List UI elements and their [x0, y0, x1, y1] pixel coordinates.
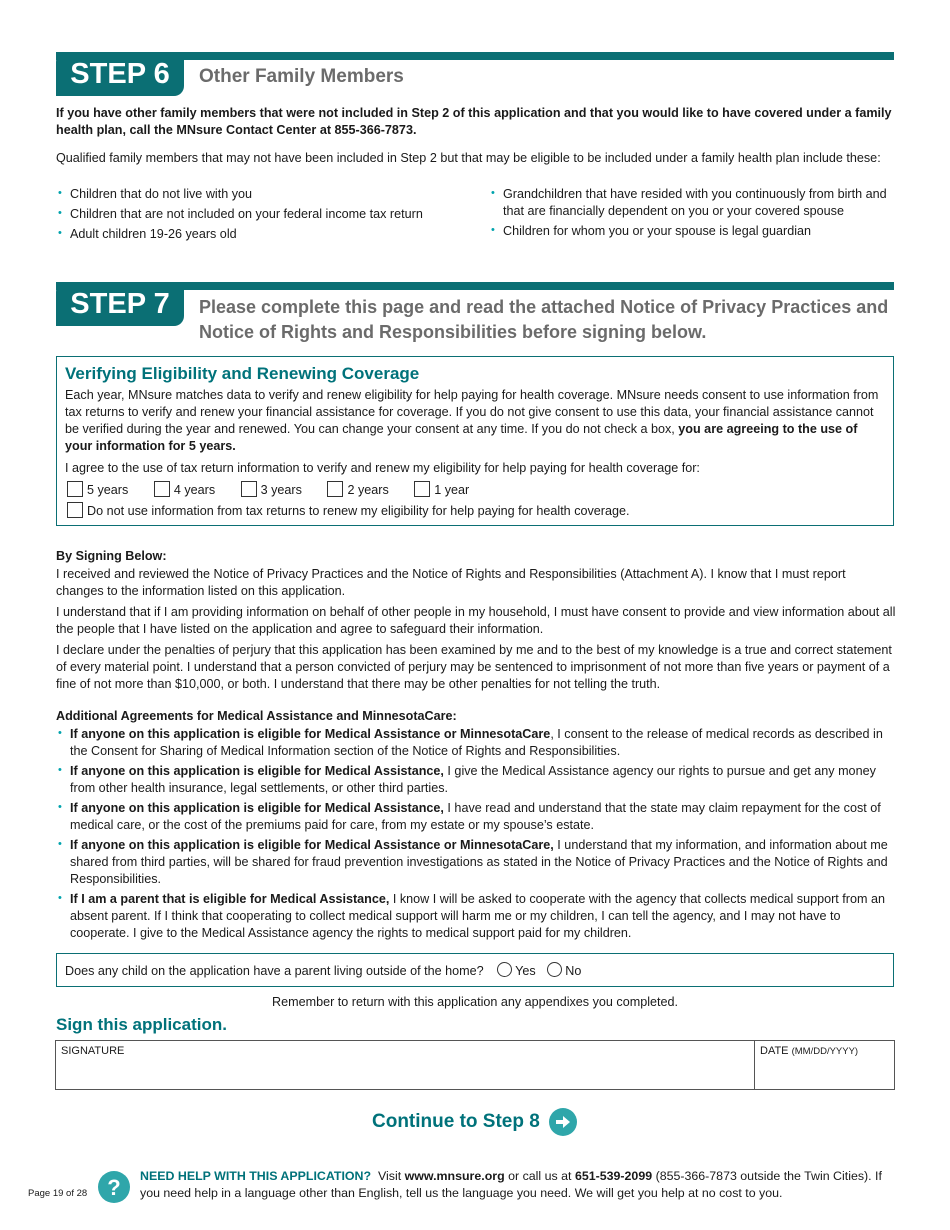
item-bold: If anyone on this application is eligible for Medical Assistance, [70, 764, 444, 778]
signature-label: SIGNATURE [61, 1045, 125, 1057]
item-bold: If anyone on this application is eligible for Medical Assistance or MinnesotaCare, [70, 838, 554, 852]
checkbox[interactable] [327, 481, 343, 497]
svg-text:?: ? [107, 1175, 121, 1200]
list-item [56, 800, 896, 834]
additional-list [56, 726, 896, 945]
checkbox[interactable] [241, 481, 257, 497]
sign-heading: Sign this application. [56, 1015, 227, 1034]
option-5-years[interactable] [67, 481, 128, 499]
continue-button[interactable] [372, 1108, 577, 1136]
help-visit: Visit [377, 1169, 402, 1183]
checkbox[interactable] [67, 481, 83, 497]
option-label: 5 years [87, 483, 129, 497]
step6-left-list [56, 186, 476, 246]
help-phone: 651-539-2099 [574, 1169, 653, 1183]
item-bold: If I am a parent that is eligible for Medical Assistance, [70, 892, 390, 906]
step7-title: Please complete this page and read the attached Notice of Privacy Practices and Notice of Rights and Responsibilities before signing below. [199, 297, 889, 342]
option-label: Do not use information from tax returns to renew my eligibility for help paying for health coverage. [87, 504, 630, 518]
verify-agree: I agree to the use of tax return information to verify and renew my eligibility for help paying for health coverage for: [65, 461, 700, 475]
additional-heading: Additional Agreements for Medical Assistance and MinnesotaCare: [56, 709, 457, 723]
parent-question [65, 962, 581, 980]
step6-intro: If you have other family members that were not included in Step 2 of this application and that you would like to have covered under a family health plan, call the MNsure Contact Center at 855-366-7873. [56, 106, 892, 137]
continue-label: Continue to Step 8 [372, 1111, 540, 1133]
no-option[interactable] [547, 964, 581, 978]
verify-body-bold: you are agreeing to the use of your information for 5 years. [65, 422, 858, 453]
page-number: Page 19 of 28 [28, 1188, 88, 1199]
checkbox[interactable] [154, 481, 170, 497]
date-label [760, 1044, 858, 1059]
item-bold: If anyone on this application is eligible for Medical Assistance or MinnesotaCare [70, 727, 551, 741]
checkbox[interactable] [67, 502, 83, 518]
option-label: 3 years [260, 483, 302, 497]
option-1-year[interactable] [414, 481, 469, 499]
step6-qualified: Qualified family members that may not have been included in Step 2 but that may be eligible to be included under a family health plan include these: [56, 151, 881, 165]
radio[interactable] [547, 962, 562, 977]
list-item: • Adult children 19-26 years old [56, 226, 476, 243]
step6-right-list [489, 186, 894, 243]
item-text: , I consent to the release of medical records as described in the Consent for Sharing of Medical Information section of the Notice of Rights and Responsibilities. [70, 727, 883, 758]
yes-option[interactable] [497, 964, 536, 978]
list-item [56, 763, 896, 797]
item-text: I know I will be asked to cooperate with the agency that collects medical support from an absent parent. If I think that cooperating to collect medical support will harm me or my children, I can tell the agency, and I may not have to cooperate. I give to the Medical Assistance agency the rights to medical support paid for my children. [70, 892, 885, 940]
option-label: 2 years [347, 483, 389, 497]
help-bold: NEED HELP WITH THIS APPLICATION? [140, 1169, 372, 1183]
help-rest: (855-366-7873 outside the Twin Cities). If you need help in a language other than English, tell us the language you need. We will get you help at no cost to you. [140, 1169, 882, 1200]
signature-box [55, 1040, 895, 1090]
option-4-years[interactable] [154, 481, 215, 499]
signing-p2: I understand that if I am providing information on behalf of other people in my household, I must have consent to provide and view information about all the people that I have listed on the application and agree to safeguard their information. [56, 605, 896, 636]
signing-p1: I received and reviewed the Notice of Privacy Practices and the Notice of Rights and Responsibilities (Attachment A). I know that I must report changes to the information listed on this application. [56, 567, 846, 598]
help-or-call: or call us at [508, 1169, 572, 1183]
list-item [56, 837, 896, 888]
step6-tag: STEP 6 [56, 52, 184, 96]
radio[interactable] [497, 962, 512, 977]
list-item: • Children that are not included on your federal income tax return [56, 206, 476, 223]
date-label-text: DATE [760, 1045, 789, 1057]
option-label: Yes [515, 964, 536, 978]
option-do-not-use[interactable] [67, 502, 630, 520]
help-text [140, 1168, 890, 1201]
verify-body-text: Each year, MNsure matches data to verify and renew eligibility for help paying for health coverage. MNsure needs consent to use information from tax returns to verify and renew your financial assistance for coverage. If you do not give consent to use this data, your financial assistance cannot be verified during the year and renewed. You can change your consent at any time. If you do not check a box, [65, 388, 879, 436]
signature-field[interactable] [56, 1041, 753, 1089]
item-text: I understand that my information, and information about me shared from third parties, will be shared for fraud prevention investigations as stated in the Notice of Privacy Practices and the Notice of Rights and Responsibilities. [70, 838, 888, 886]
parent-question-text: Does any child on the application have a parent living outside of the home? [65, 964, 484, 978]
item-bold: If anyone on this application is eligible for Medical Assistance, [70, 801, 444, 815]
option-3-years[interactable] [241, 481, 302, 499]
option-label: No [565, 964, 582, 978]
option-label: 1 year [434, 483, 470, 497]
help-website[interactable]: www.mnsure.org [404, 1169, 505, 1183]
list-item: • Children for whom you or your spouse is legal guardian [489, 223, 894, 240]
list-item [56, 726, 896, 760]
option-label: 4 years [173, 483, 216, 497]
checkbox[interactable] [414, 481, 430, 497]
remember-note: Remember to return with this application any appendixes you completed. [271, 995, 679, 1009]
list-item: • Grandchildren that have resided with you continuously from birth and that are financially dependent on you or your covered spouse [489, 186, 894, 220]
item-text: I give the Medical Assistance agency our rights to pursue and get any money from other health insurance, legal settlements, or other third parties. [70, 764, 876, 795]
help-question-icon [97, 1170, 131, 1204]
verify-body [65, 387, 885, 455]
arrow-right-icon [549, 1108, 577, 1136]
parent-question-box [56, 953, 894, 987]
step6-title: Other Family Members [199, 66, 404, 87]
list-item: • Children that do not live with you [56, 186, 476, 203]
option-2-years[interactable] [327, 481, 388, 499]
step7-tag: STEP 7 [56, 282, 184, 326]
list-item [56, 891, 896, 942]
item-text: I have read and understand that the state may claim repayment for the cost of medical care, or the cost of the premiums paid for care, from my estate or my spouse’s estate. [70, 801, 881, 832]
year-options [67, 481, 491, 499]
signing-p3: I declare under the penalties of perjury that this application has been examined by me and to the best of my knowledge is a true and correct statement of every material point. I understand that a person convicted of perjury may be sentenced to imprisonment of not more than five years or payment of a fine of not more than $10,000, or both. I understand that there may be other penalties for not telling the truth. [56, 643, 892, 691]
verify-box [56, 356, 894, 526]
date-format: (MM/DD/YYYY) [791, 1046, 859, 1057]
signing-heading: By Signing Below: [56, 549, 167, 563]
verify-heading: Verifying Eligibility and Renewing Coverage [65, 364, 420, 383]
date-field[interactable] [754, 1041, 895, 1089]
